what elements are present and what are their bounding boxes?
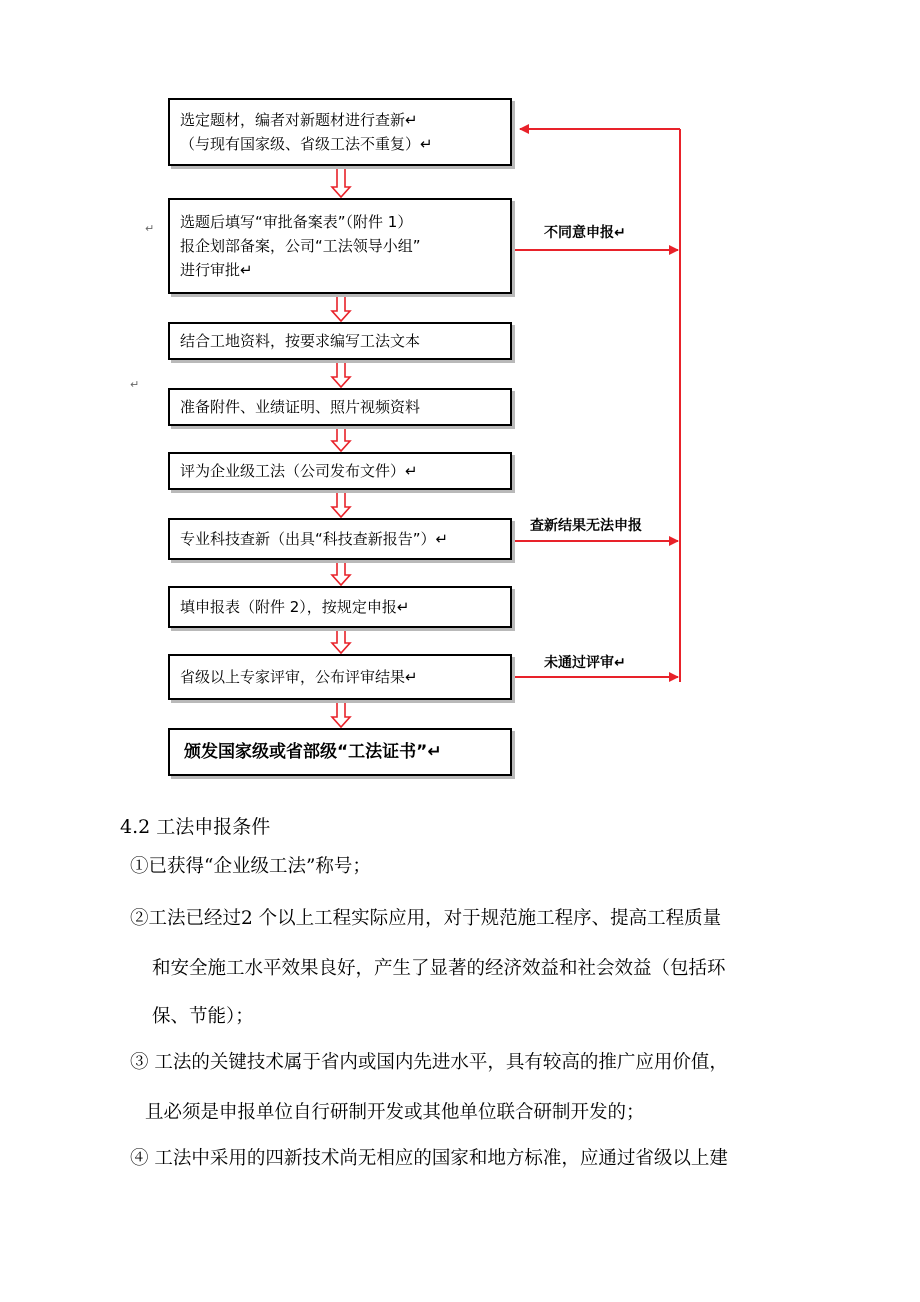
condition-2-line-3: 保、节能）； (152, 1006, 254, 1027)
return-lines (514, 129, 680, 682)
flow-step-7 (168, 586, 512, 628)
flow-step-7-line-1: 填申报表（附件 2），按规定申报↵ (180, 598, 410, 616)
section-heading: 4.2 工法申报条件 (120, 816, 271, 838)
down-arrow-8 (332, 702, 350, 727)
flow-step-6-line-1: 专业科技查新（出具“科技查新报告”）↵ (180, 530, 449, 548)
label-review-fail: 未通过评审↵ (544, 655, 626, 671)
flow-step-9 (168, 728, 512, 776)
flow-step-1 (168, 98, 512, 166)
condition-4-line-1: ④ 工法中采用的四新技术尚无相应的国家和地方标准，应通过省级以上建 (130, 1148, 728, 1169)
flow-step-1-line-1: 选定题材，编者对新题材进行查新↵ (180, 111, 418, 129)
flow-step-4 (168, 388, 512, 426)
flow-step-5 (168, 452, 512, 490)
condition-1-line-1: ①已获得“企业级工法”称号； (130, 856, 371, 877)
flow-step-2-line-3: 进行审批↵ (180, 261, 253, 279)
flow-step-6 (168, 518, 512, 560)
down-arrow-4 (332, 428, 350, 451)
flow-step-2-line-2: 报企划部备案，公司“工法领导小组” (180, 237, 421, 255)
flow-step-2-line-1: 选题后填写“审批备案表”（附件 1） (180, 213, 413, 231)
down-arrow-6 (332, 562, 350, 585)
flow-step-8 (168, 654, 512, 700)
flow-step-8-line-1: 省级以上专家评审，公布评审结果↵ (180, 668, 418, 686)
paragraph-mark: ↵ (130, 378, 140, 391)
down-arrow-3 (332, 362, 350, 387)
flow-step-9-line-1: 颁发国家级或省部级“工法证书”↵ (184, 742, 442, 762)
label-reject-apply: 不同意申报↵ (544, 225, 626, 241)
paragraph-mark: ↵ (145, 222, 155, 235)
label-novelty-fail: 查新结果无法申报 (530, 518, 642, 534)
flow-step-3-line-1: 结合工地资料，按要求编写工法文本 (180, 332, 421, 350)
flow-step-1-line-2: （与现有国家级、省级工法不重复）↵ (180, 135, 433, 153)
flow-step-2 (168, 198, 512, 294)
condition-2-line-1: ②工法已经过2 个以上工程实际应用，对于规范施工程序、提高工程质量 (130, 908, 722, 929)
flow-step-3 (168, 322, 512, 360)
flow-step-4-line-1: 准备附件、业绩证明、照片视频资料 (180, 398, 421, 416)
down-arrow-5 (332, 492, 350, 517)
condition-2-line-2: 和安全施工水平效果良好，产生了显著的经济效益和社会效益（包括环 (152, 958, 726, 979)
flow-step-5-line-1: 评为企业级工法（公司发布文件）↵ (180, 462, 418, 480)
condition-3-line-1: ③ 工法的关键技术属于省内或国内先进水平，具有较高的推广应用价值， (130, 1052, 728, 1073)
down-arrow-7 (332, 630, 350, 653)
down-arrow-2 (332, 296, 350, 321)
down-arrow-1 (332, 168, 350, 197)
condition-3-line-2: 且必须是申报单位自行研制开发或其他单位联合研制开发的； (145, 1102, 645, 1123)
